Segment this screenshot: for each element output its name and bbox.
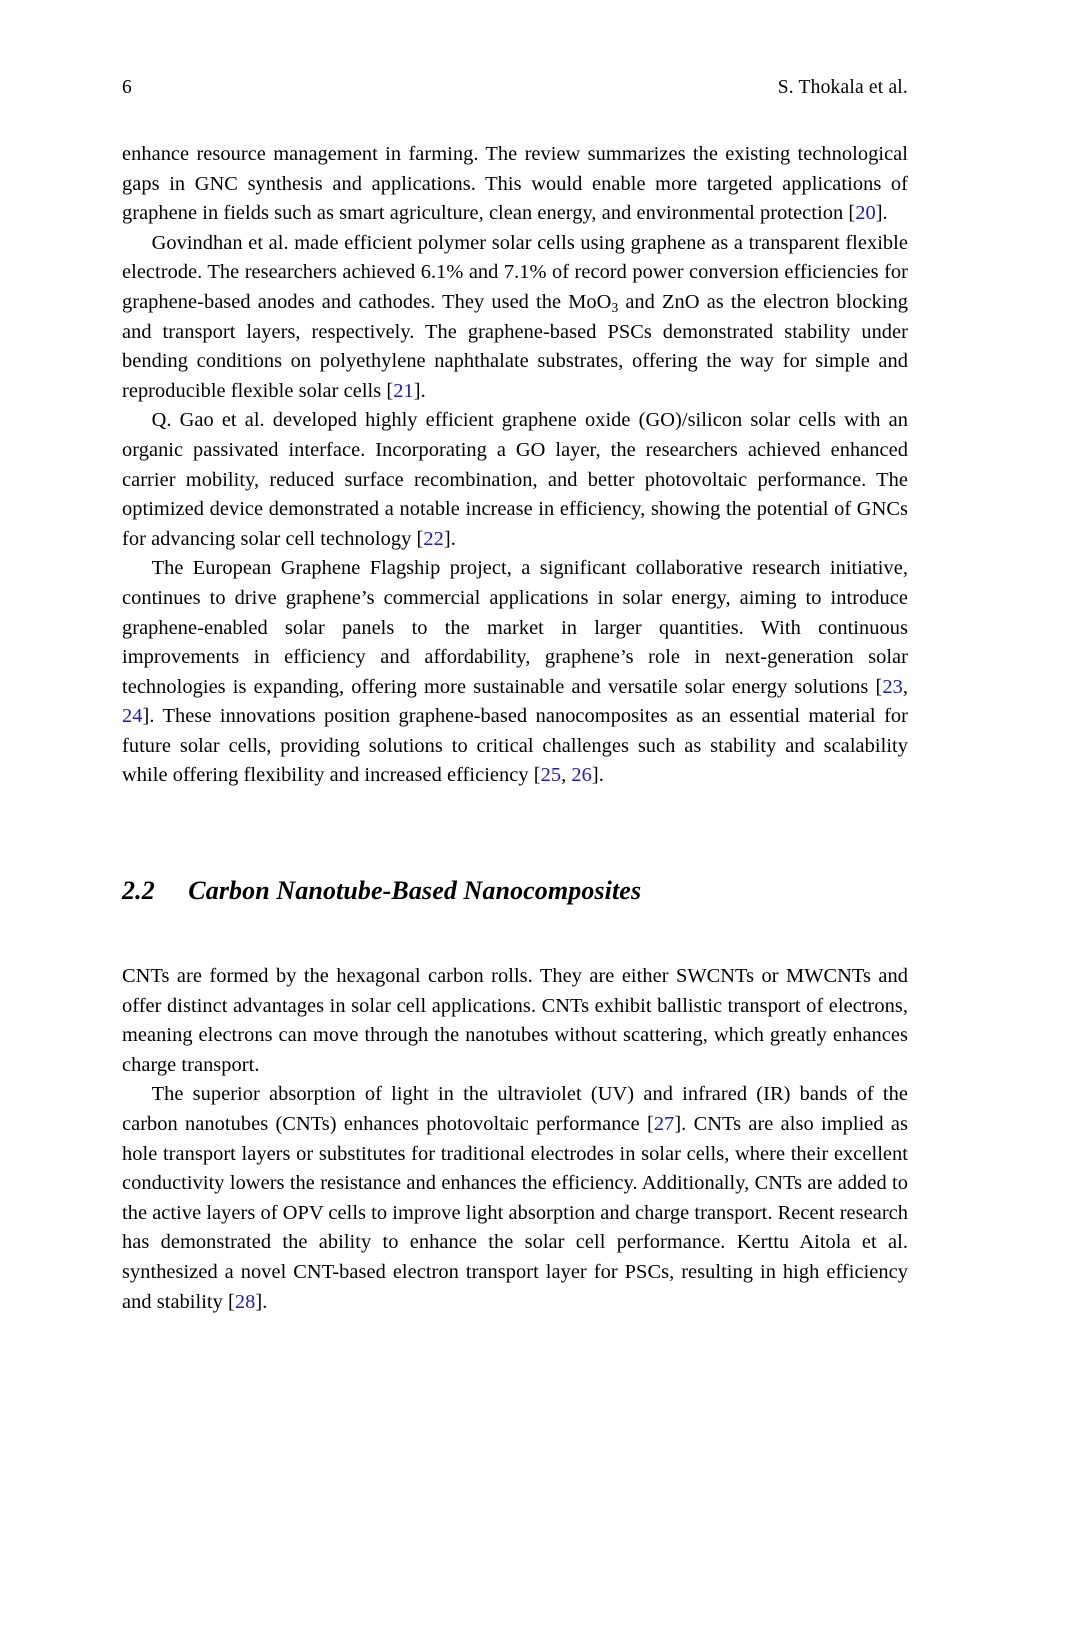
running-head-title: S. Thokala et al.: [777, 77, 908, 98]
chemical-subscript: 3: [611, 299, 619, 315]
section-heading: [122, 875, 908, 907]
citation-reference[interactable]: 24: [122, 705, 143, 728]
section-title: Carbon Nanotube-Based Nanocomposites: [188, 876, 642, 906]
body-text-block-lower: [122, 962, 908, 1317]
para-flagship: The European Graphene Flagship project, a significant collaborative research initiative, continues to drive graphene’s commercial applications in solar energy, aiming to introduce graphene-enabled solar panels to the market in larger quantities. With continuous improvements in efficiency and affordability, graphene’s role in next-generation solar technologies is expanding, offering more sustainable and versatile solar energy solutions [23, 24]. These innovations position graphene-based nanocomposites as an essential material for future solar cells, providing solutions to critical challenges such as stability and scalability while offering flexibility and increased efficiency [25, 26].: [122, 557, 908, 787]
para-qgao: Q. Gao et al. developed highly efficient graphene oxide (GO)/silicon solar cells with an organic passivated interface. Incorporating a GO layer, the researchers achieved enhanced carrier mobility, reduced surface recombination, and better photovoltaic performance. The optimized device demonstrated a notable increase in efficiency, showing the potential of GNCs for advancing solar cell technology [22].: [122, 409, 908, 550]
para-govindhan: Govindhan et al. made efficient polymer solar cells using graphene as a transparent flexible electrode. The researchers achieved 6.1% and 7.1% of record power conversion efficiencies for graphene-based anodes and cathodes. They used the MoO$_3$ and ZnO as the electron blocking and transport layers, respectively. The graphene-based PSCs demonstrated stability under bending conditions on polyethylene naphthalate substrates, offering the way for simple and reproducible flexible solar cells [21].: [122, 231, 909, 402]
citation-reference[interactable]: 21: [393, 379, 414, 402]
citation-reference[interactable]: 26: [571, 764, 592, 787]
section-heading-block: [122, 875, 908, 907]
citation-reference[interactable]: 22: [423, 527, 444, 550]
para-graphene-review: enhance resource management in farming. The review summarizes the existing technological gaps in GNC synthesis and applications. This would enable more targeted applications of graphene in fields such as smart agriculture, clean energy, and environmental protection [20].: [122, 143, 908, 225]
page-content: [122, 140, 908, 1317]
para-cnt-absorption: The superior absorption of light in the ultraviolet (UV) and infrared (IR) bands of the carbon nanotubes (CNTs) enhances photovoltaic performance [27]. CNTs are also implied as hole transport layers or substitutes for traditional electrodes in solar cells, where their excellent conductivity lowers the resistance and enhances the efficiency. Additionally, CNTs are added to the active layers of OPV cells to improve light absorption and charge transport. Recent research has demonstrated the ability to enhance the solar cell performance. Kerttu Aitola et al. synthesized a novel CNT-based electron transport layer for PSCs, resulting in high efficiency and stability [28].: [122, 1083, 909, 1313]
para-cnt-intro: CNTs are formed by the hexagonal carbon rolls. They are either SWCNTs or MWCNTs and offer distinct advantages in solar cell applications. CNTs exhibit ballistic transport of electrons, meaning electrons can move through the nanotubes without scattering, which greatly enhances charge transport.: [122, 965, 908, 1076]
citation-reference[interactable]: 25: [540, 764, 562, 787]
section-number: 2.2: [122, 876, 155, 906]
running-head: [122, 76, 908, 99]
citation-reference[interactable]: 27: [653, 1113, 675, 1136]
citation-reference[interactable]: 28: [234, 1290, 256, 1313]
body-text-block-upper: [122, 140, 908, 791]
citation-reference[interactable]: 23: [882, 675, 903, 698]
citation-reference[interactable]: 20: [855, 202, 876, 225]
page-number: 6: [122, 77, 132, 98]
